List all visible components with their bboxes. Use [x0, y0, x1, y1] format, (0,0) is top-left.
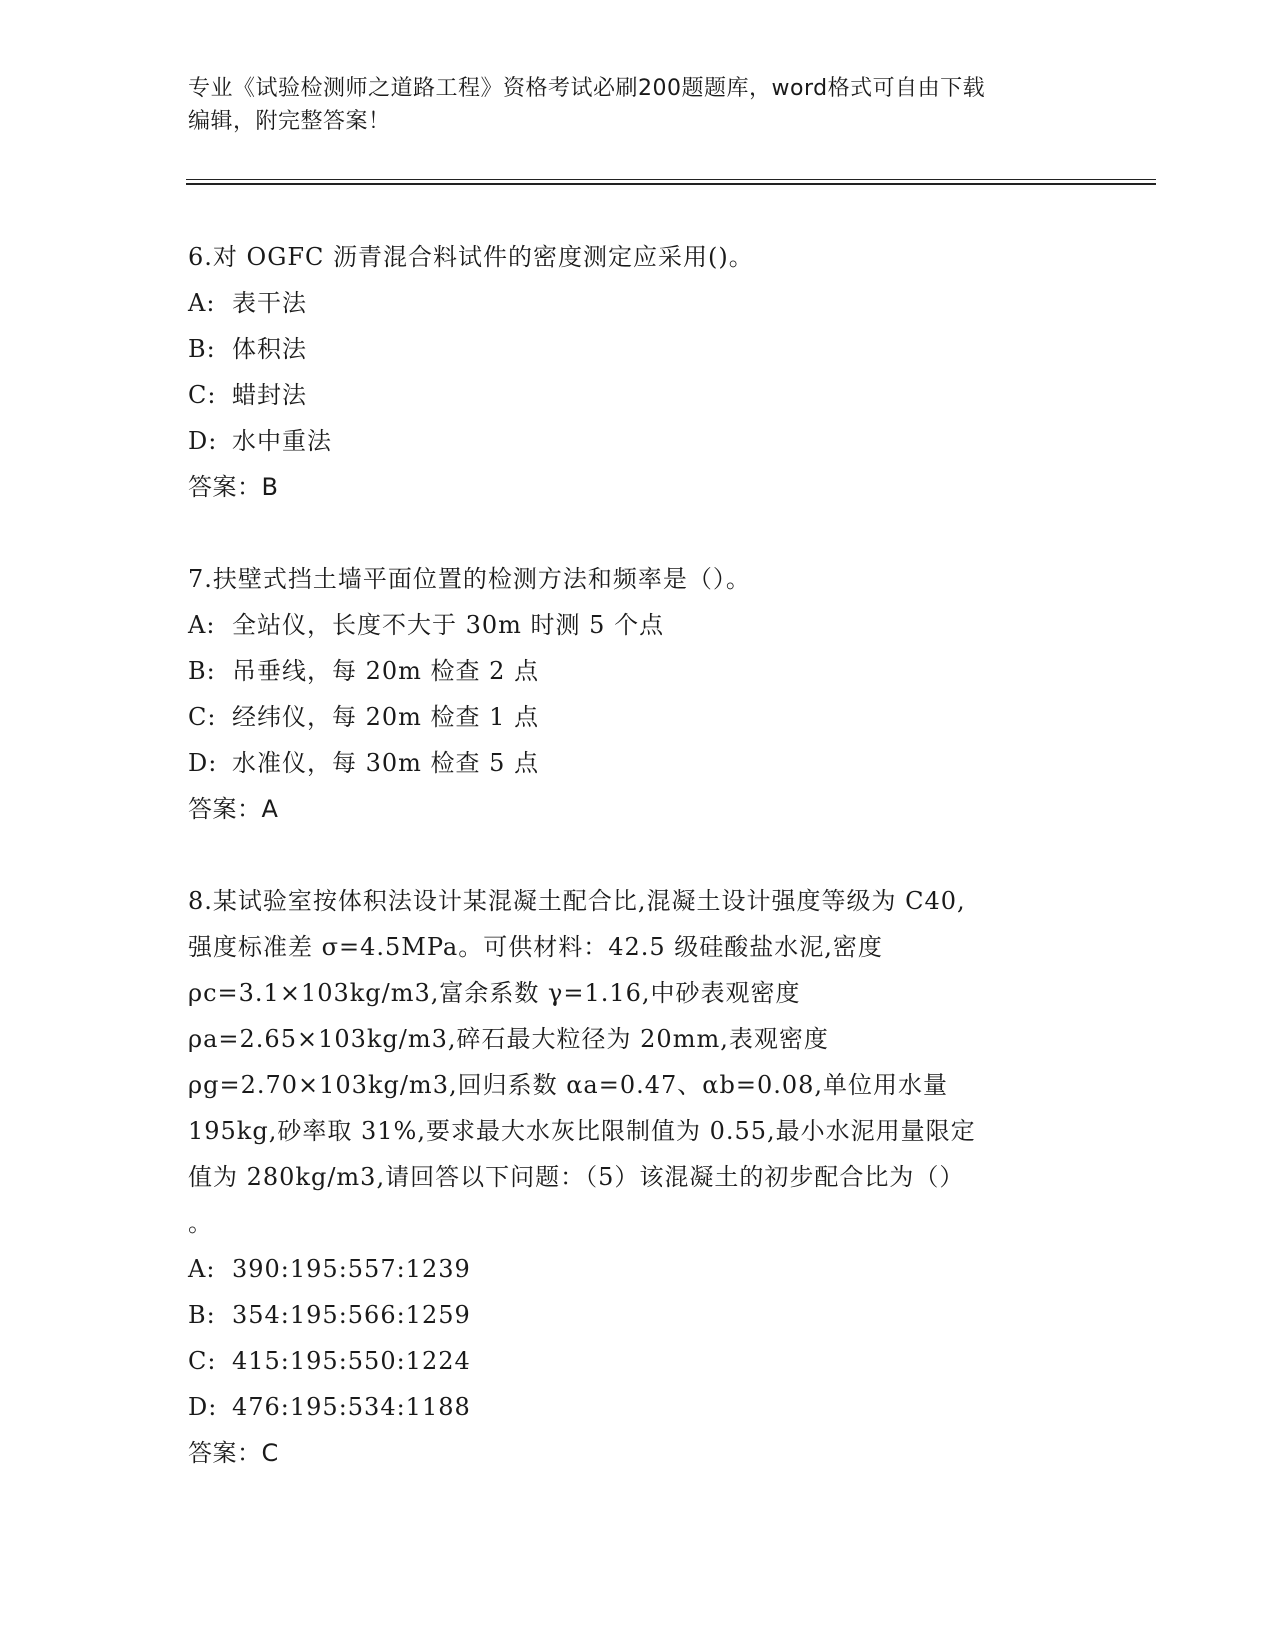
option-a	[188, 280, 1088, 326]
question-stem-line: 7.扶壁式挡土墙平面位置的检测方法和频率是（）。	[188, 565, 751, 593]
question-8	[188, 878, 1088, 1476]
question-stem-line: 强度标准差 σ=4.5MPa。可供材料：42.5 级硅酸盐水泥,密度	[188, 933, 883, 961]
option-text: 吊垂线，每 20m 检查 2 点	[232, 657, 540, 685]
option-b	[188, 326, 1088, 372]
header-divider-thin	[186, 179, 1156, 180]
option-text: 表干法	[232, 289, 307, 317]
option-c	[188, 1338, 1088, 1384]
question-stem-line: 。	[188, 1209, 213, 1237]
option-d	[188, 418, 1088, 464]
header-divider-thick	[186, 183, 1156, 185]
option-letter: D:	[188, 749, 218, 777]
option-letter: A:	[188, 289, 216, 317]
option-d	[188, 1384, 1088, 1430]
option-d	[188, 740, 1088, 786]
question-stem-line: ρg=2.70×103kg/m3,回归系数 αa=0.47、αb=0.08,单位用水量	[188, 1071, 949, 1099]
option-c	[188, 694, 1088, 740]
question-stem-line: 6.对 OGFC 沥青混合料试件的密度测定应采用()。	[188, 243, 754, 271]
option-text: 354:195:566:1259	[232, 1301, 471, 1329]
question-7	[188, 556, 1088, 832]
question-stem	[188, 878, 1088, 1246]
question-stem	[188, 556, 1088, 602]
document-header	[188, 72, 1088, 138]
option-text: 体积法	[232, 335, 307, 363]
option-text: 390:195:557:1239	[232, 1255, 471, 1283]
option-letter: D:	[188, 1393, 218, 1421]
option-letter: C:	[188, 1347, 217, 1375]
option-letter: B:	[188, 335, 216, 363]
option-letter: B:	[188, 1301, 216, 1329]
option-letter: B:	[188, 657, 216, 685]
answer-label: 答案：A	[188, 795, 279, 823]
option-letter: C:	[188, 381, 217, 409]
answer-label: 答案：B	[188, 473, 279, 501]
header-line-2: 编辑，附完整答案！	[188, 109, 391, 134]
option-b	[188, 648, 1088, 694]
option-text: 蜡封法	[232, 381, 307, 409]
option-text: 水中重法	[232, 427, 332, 455]
question-stem-line: 195kg,砂率取 31%,要求最大水灰比限制值为 0.55,最小水泥用量限定	[188, 1117, 976, 1145]
option-letter: C:	[188, 703, 217, 731]
option-b	[188, 1292, 1088, 1338]
question-stem-line: 8.某试验室按体积法设计某混凝土配合比,混凝土设计强度等级为 C40,	[188, 887, 966, 915]
option-letter: A:	[188, 1255, 216, 1283]
question-stem-line: ρa=2.65×103kg/m3,碎石最大粒径为 20mm,表观密度	[188, 1025, 829, 1053]
option-text: 415:195:550:1224	[232, 1347, 471, 1375]
option-a	[188, 1246, 1088, 1292]
option-text: 476:195:534:1188	[232, 1393, 471, 1421]
option-letter: D:	[188, 427, 218, 455]
question-stem	[188, 234, 1088, 280]
answer-label: 答案：C	[188, 1439, 279, 1467]
question-stem-line: ρc=3.1×103kg/m3,富余系数 γ=1.16,中砂表观密度	[188, 979, 801, 1007]
header-line-1: 专业《试验检测师之道路工程》资格考试必刷200题题库，word格式可自由下载	[188, 76, 986, 101]
option-a	[188, 602, 1088, 648]
option-text: 水准仪，每 30m 检查 5 点	[232, 749, 540, 777]
option-c	[188, 372, 1088, 418]
option-text: 全站仪，长度不大于 30m 时测 5 个点	[232, 611, 665, 639]
option-letter: A:	[188, 611, 216, 639]
question-6	[188, 234, 1088, 510]
question-stem-line: 值为 280kg/m3,请回答以下问题：（5）该混凝土的初步配合比为（）	[188, 1163, 965, 1191]
option-text: 经纬仪，每 20m 检查 1 点	[232, 703, 540, 731]
